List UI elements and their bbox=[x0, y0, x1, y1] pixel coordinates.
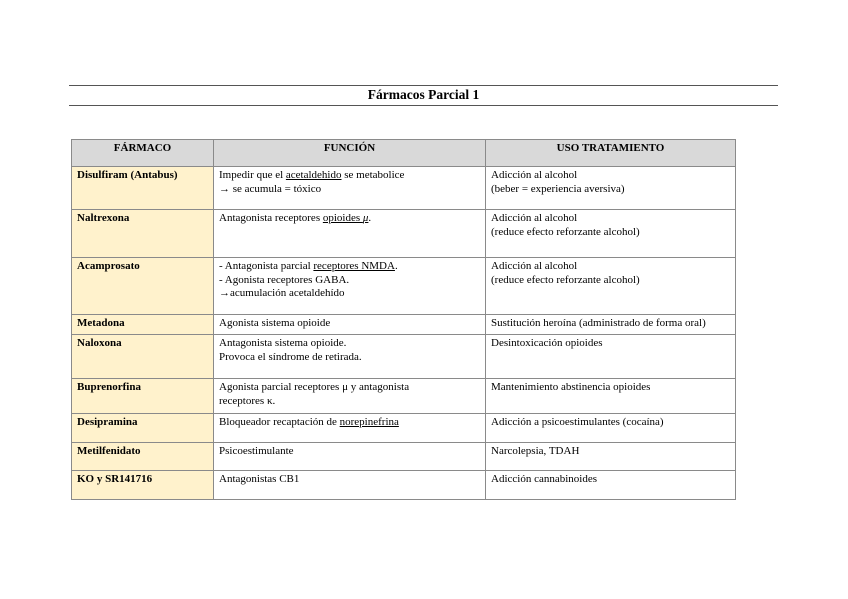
table-row bbox=[72, 315, 736, 335]
use-cell: Narcolepsia, TDAH bbox=[486, 443, 736, 471]
drug-name: KO y SR141716 bbox=[72, 471, 214, 500]
header-row bbox=[72, 140, 736, 167]
drug-name: Naltrexona bbox=[72, 210, 214, 258]
use-cell: Adicción cannabinoides bbox=[486, 471, 736, 500]
header-funcion: FUNCIÓN bbox=[214, 140, 486, 167]
table-row bbox=[72, 167, 736, 210]
function-cell: Psicoestimulante bbox=[214, 443, 486, 471]
function-cell: Antagonistas CB1 bbox=[214, 471, 486, 500]
function-cell: Agonista parcial receptores μ y antagonista receptores κ. bbox=[214, 379, 486, 414]
use-cell: Adicción al alcohol (beber = experiencia aversiva) bbox=[486, 167, 736, 210]
bottom-rule bbox=[69, 105, 778, 106]
drug-name: Metilfenidato bbox=[72, 443, 214, 471]
use-cell: Adicción al alcohol (reduce efecto reforzante alcohol) bbox=[486, 210, 736, 258]
top-rule bbox=[69, 85, 778, 86]
function-cell: Agonista sistema opioide bbox=[214, 315, 486, 335]
table-row bbox=[72, 335, 736, 379]
use-cell: Mantenimiento abstinencia opioides bbox=[486, 379, 736, 414]
table-row bbox=[72, 210, 736, 258]
table-row bbox=[72, 414, 736, 443]
use-cell: Desintoxicación opioides bbox=[486, 335, 736, 379]
use-cell: Adicción al alcohol (reduce efecto reforzante alcohol) bbox=[486, 258, 736, 315]
use-cell: Sustitución heroína (administrado de forma oral) bbox=[486, 315, 736, 335]
table-row bbox=[72, 471, 736, 500]
function-cell: Impedir que el acetaldehido se metabolice → se acumula = tóxico bbox=[214, 167, 486, 210]
function-cell: Bloqueador recaptación de norepinefrina bbox=[214, 414, 486, 443]
drug-name: Disulfiram (Antabus) bbox=[72, 167, 214, 210]
drug-name: Acamprosato bbox=[72, 258, 214, 315]
use-cell: Adicción a psicoestimulantes (cocaína) bbox=[486, 414, 736, 443]
function-cell: Antagonista receptores opioides μ. bbox=[214, 210, 486, 258]
drug-name: Metadona bbox=[72, 315, 214, 335]
header-farmaco: FÁRMACO bbox=[72, 140, 214, 167]
header-uso: USO TRATAMIENTO bbox=[486, 140, 736, 167]
table-row bbox=[72, 379, 736, 414]
drug-name: Desipramina bbox=[72, 414, 214, 443]
function-cell: - Antagonista parcial receptores NMDA. - Agonista receptores GABA. →acumulación acetaldehído bbox=[214, 258, 486, 315]
function-cell: Antagonista sistema opioide. Provoca el síndrome de retirada. bbox=[214, 335, 486, 379]
page-title: Fármacos Parcial 1 bbox=[367, 87, 480, 102]
table-row bbox=[72, 443, 736, 471]
drug-table bbox=[71, 139, 736, 500]
drug-name: Buprenorfina bbox=[72, 379, 214, 414]
table-row bbox=[72, 258, 736, 315]
drug-name: Naloxona bbox=[72, 335, 214, 379]
